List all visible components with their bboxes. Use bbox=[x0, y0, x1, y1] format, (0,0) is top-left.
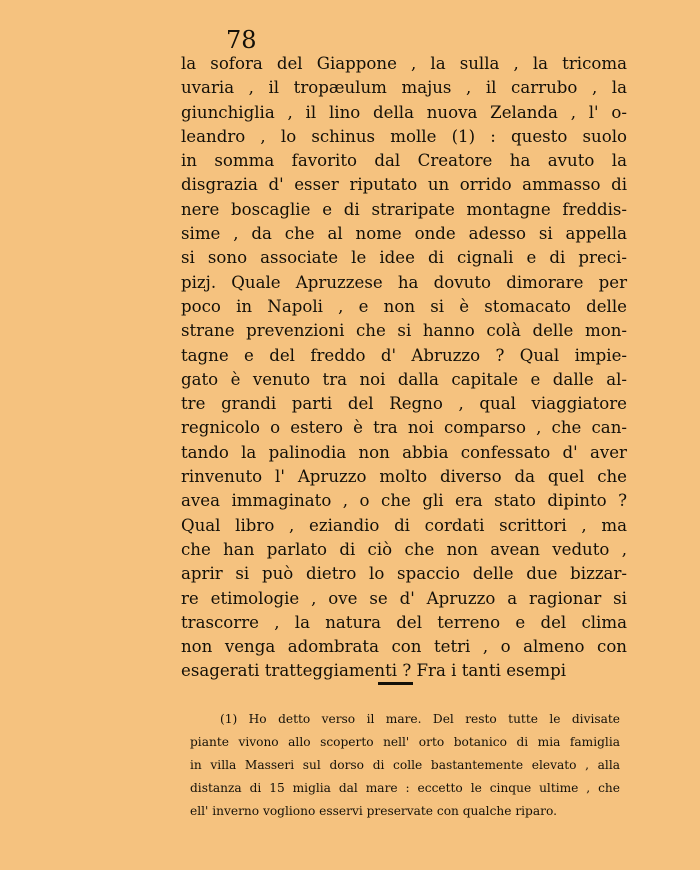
text-line: esagerati tratteggiamenti ? Fra i tanti esempi bbox=[181, 661, 567, 681]
footnote-line: ell' inverno vogliono esservi preservate con qualche riparo. bbox=[190, 804, 557, 818]
text-line: poco in Napoli , e non si è stomacato delle bbox=[181, 296, 627, 316]
text-line: in somma favorito dal Creatore ha avuto la bbox=[181, 151, 627, 171]
footnote-line: distanza di 15 miglia dal mare : eccetto le cinque ultime , che bbox=[190, 781, 620, 795]
text-line: re etimologie , ove se d' Apruzzo a ragionar si bbox=[181, 588, 627, 608]
text-line: leandro , lo schinus molle (1) : questo suolo bbox=[181, 126, 627, 146]
text-line: rinvenuto l' Apruzzo molto diverso da quel che bbox=[181, 467, 627, 487]
text-line: trascorre , la natura del terreno e del clima bbox=[181, 612, 627, 632]
text-line: nere boscaglie e di straripate montagne freddis- bbox=[181, 199, 627, 219]
text-line: pizj. Quale Apruzzese ha dovuto dimorare per bbox=[181, 272, 627, 292]
text-line: giunchiglia , il lino della nuova Zelanda , l' o- bbox=[181, 102, 627, 122]
text-line: si sono associate le idee di cignali e di preci- bbox=[181, 248, 627, 268]
text-line: aprir si può dietro lo spaccio delle due bizzar- bbox=[181, 564, 627, 584]
text-line: strane prevenzioni che si hanno colà delle mon- bbox=[181, 321, 627, 341]
text-line: Qual libro , eziandio di cordati scrittori , ma bbox=[181, 515, 627, 535]
text-line: non venga adombrata con tetri , o almeno con bbox=[181, 637, 627, 657]
footnote bbox=[190, 708, 620, 823]
text-line: regnicolo o estero è tra noi comparso , che can- bbox=[181, 418, 627, 438]
footnote-line: (1) Ho detto verso il mare. Del resto tutte le divisate bbox=[220, 712, 620, 726]
footnote-line: in villa Masseri sul dorso di colle bastantemente elevato , alla bbox=[190, 758, 620, 772]
footnote-line: piante vivono allo scoperto nell' orto botanico di mia famiglia bbox=[190, 735, 620, 749]
text-line: che han parlato di ciò che non avean veduto , bbox=[181, 539, 627, 559]
text-line: avea immaginato , o che gli era stato dipinto ? bbox=[181, 491, 627, 511]
footnote-divider bbox=[378, 682, 413, 685]
text-line: uvaria , il tropæulum majus , il carrubo , la bbox=[181, 78, 627, 98]
page-number: 78 bbox=[226, 26, 257, 54]
text-line: sime , da che al nome onde adesso si appella bbox=[181, 224, 627, 244]
text-line: la sofora del Giappone , la sulla , la tricoma bbox=[181, 54, 627, 73]
text-line: gato è venuto tra noi dalla capitale e dalle al- bbox=[181, 369, 627, 389]
text-line: tagne e del freddo d' Abruzzo ? Qual impie- bbox=[181, 345, 627, 365]
text-line: tre grandi parti del Regno , qual viaggiatore bbox=[181, 394, 627, 414]
main-text bbox=[181, 52, 627, 684]
text-line: tando la palinodia non abbia confessato d' aver bbox=[181, 442, 627, 462]
text-line: disgrazia d' esser riputato un orrido ammasso di bbox=[181, 175, 627, 195]
